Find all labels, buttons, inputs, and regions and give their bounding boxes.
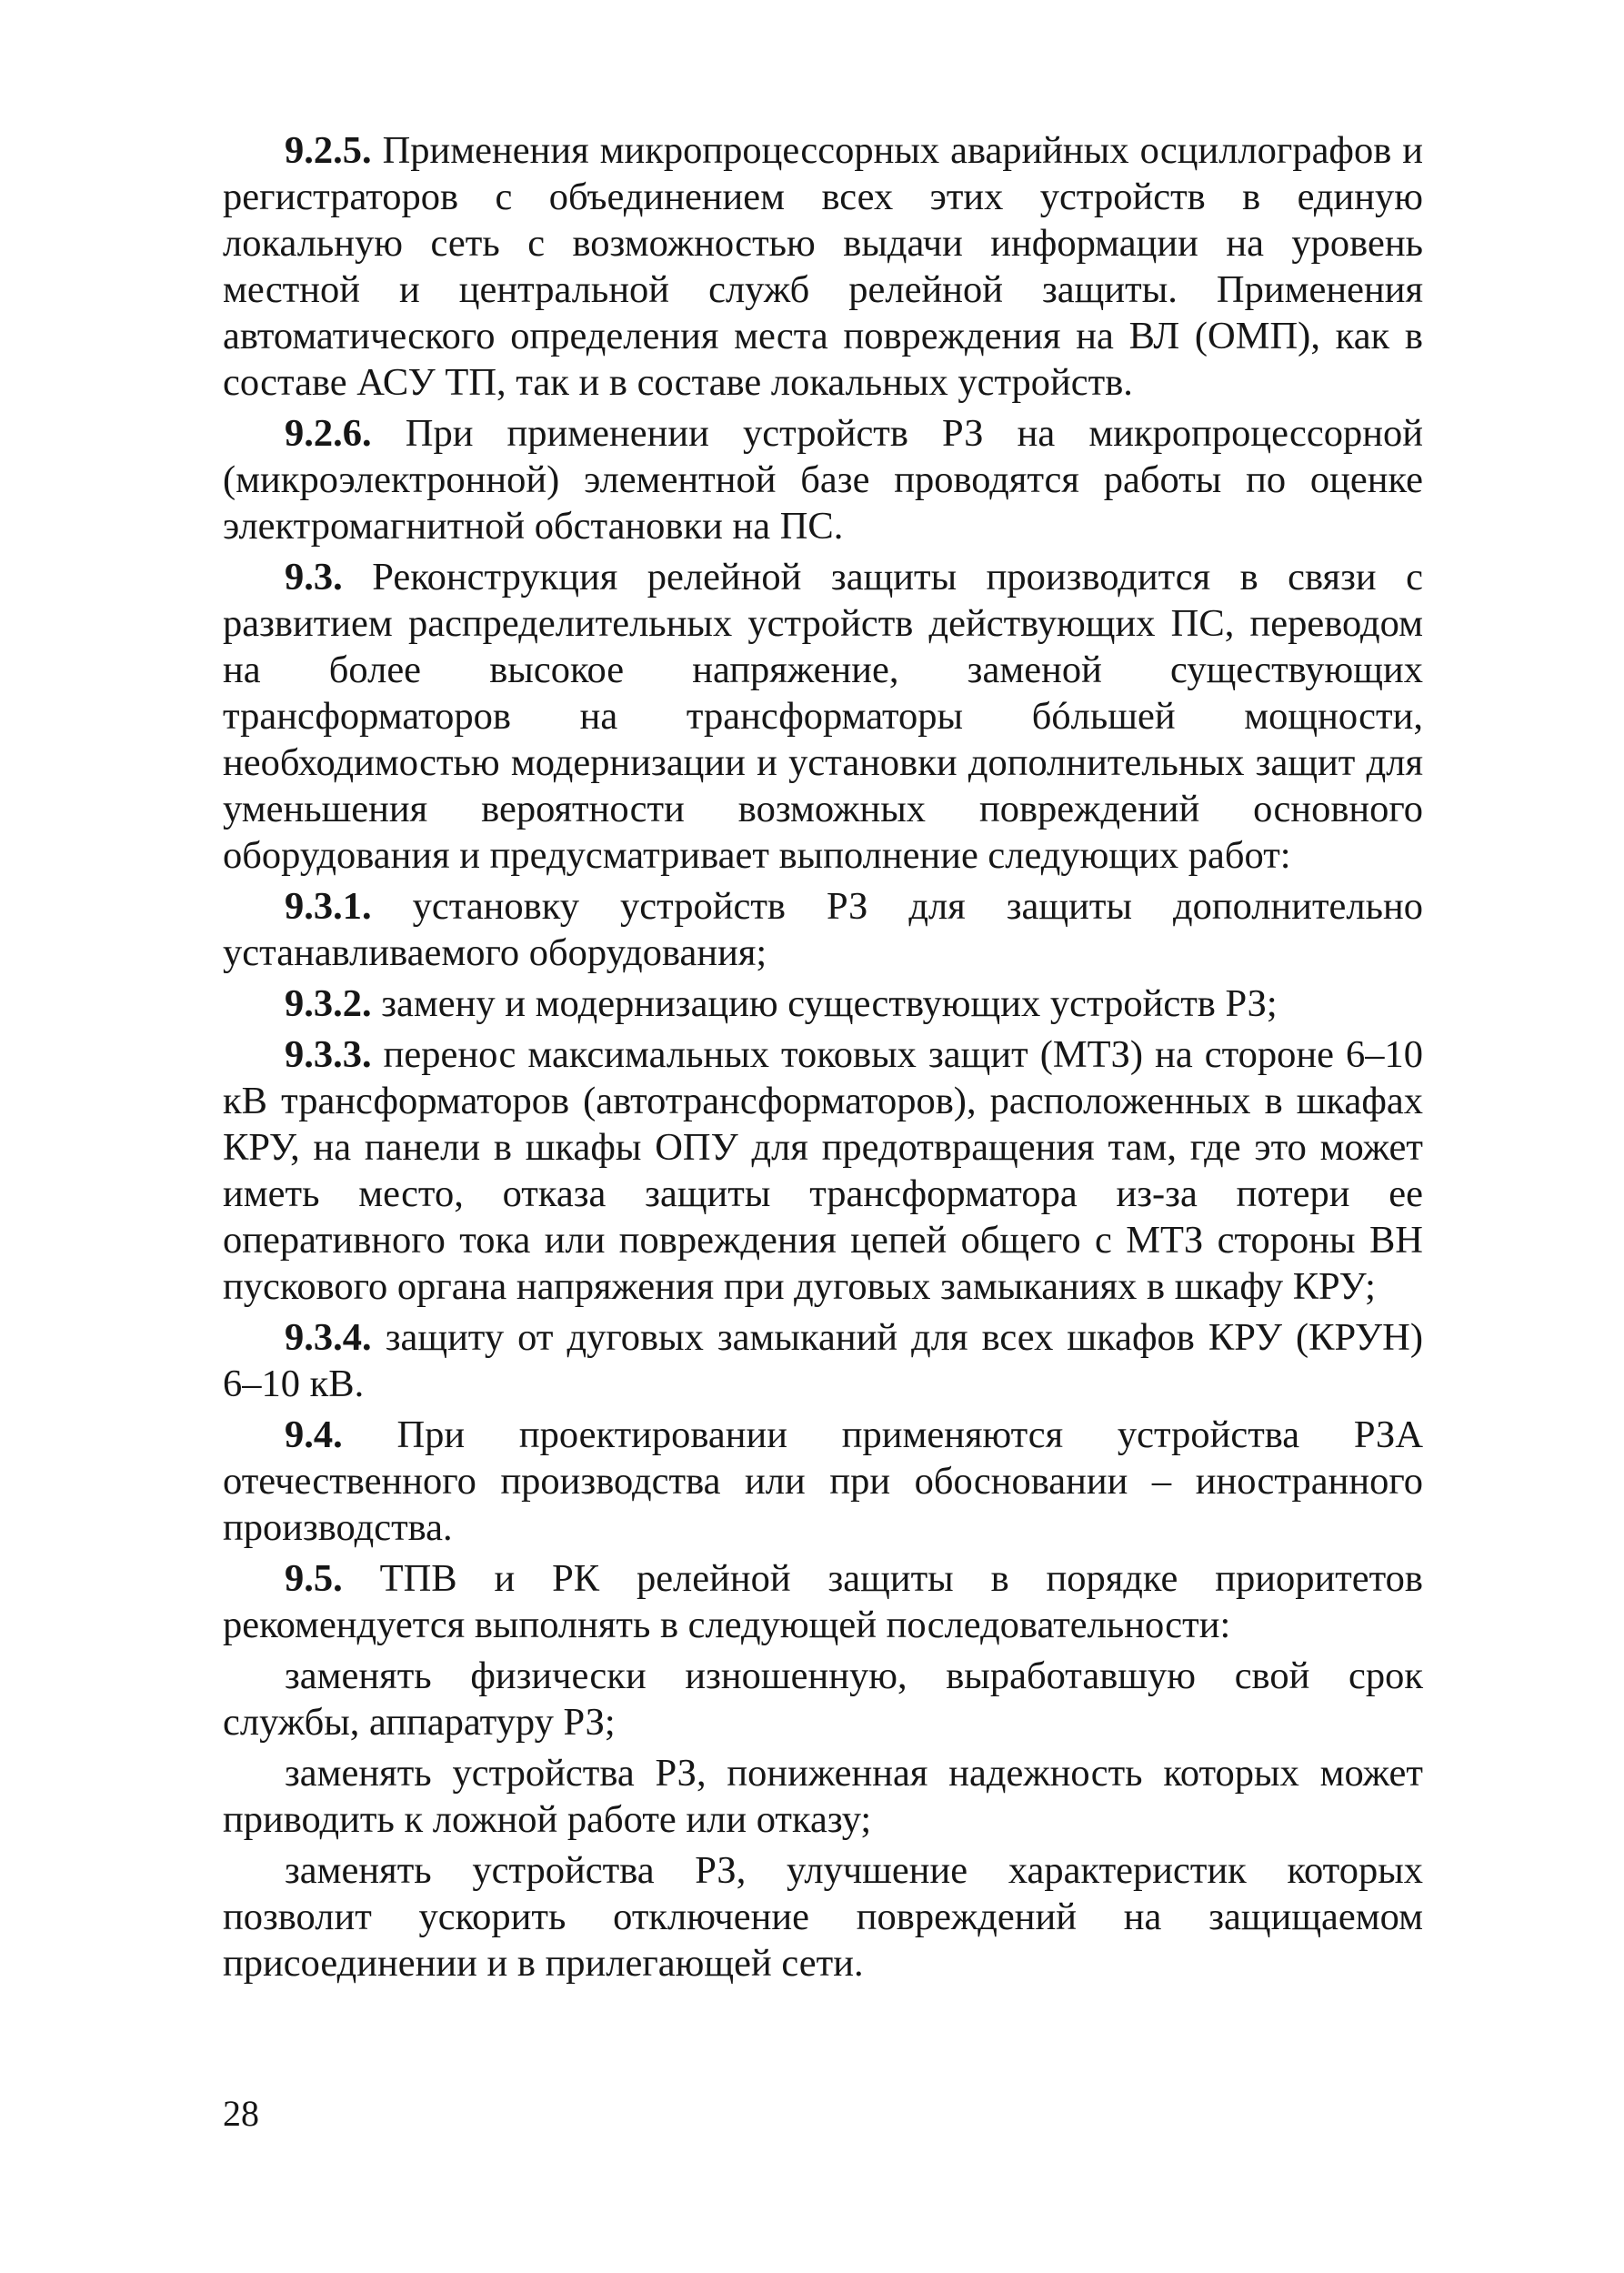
paragraph-number: 9.3.4.	[285, 1316, 372, 1359]
paragraph-text: заменять устройства РЗ, пониженная надежность которых может приводить к ложной работе или отказу;	[223, 1752, 1423, 1841]
paragraph-number: 9.4.	[285, 1413, 343, 1456]
paragraph-text: Реконструкция релейной защиты производится в связи с развитием распределительных устройств действующих ПС, переводом на более высокое напряжение, заменой существующих трансформаторов на трансформаторы бóльшей мощности, необходимостью модернизации и установки дополнительных защит для уменьшения вероятности возможных повреждений основного оборудования и предусматривает выполнение следующих работ:	[223, 556, 1423, 877]
paragraph-text: При применении устройств РЗ на микропроцессорной (микроэлектронной) элементной базе проводятся работы по оценке электромагнитной обстановки на ПС.	[223, 412, 1424, 548]
paragraph-9-5	[223, 1555, 1423, 1648]
paragraph-number: 9.3.1.	[285, 885, 372, 928]
paragraph-9-2-6	[223, 410, 1423, 549]
paragraph-text: заменять физически изношенную, выработавшую свой срок службы, аппаратуру РЗ;	[223, 1654, 1423, 1744]
paragraph-number: 9.3.3.	[285, 1033, 372, 1076]
paragraph-9-3-3	[223, 1031, 1423, 1310]
paragraph-9-3-1	[223, 883, 1423, 976]
paragraph-number: 9.2.6.	[285, 412, 372, 455]
page-number: 28	[223, 2093, 259, 2134]
paragraph-text: заменять устройства РЗ, улучшение характеристик которых позволит ускорить отключение повреждений на защищаемом присоединении и в прилегающей сети.	[223, 1849, 1423, 1985]
paragraph-9-4	[223, 1412, 1423, 1551]
page-content	[223, 127, 1423, 1991]
list-item-replace-improve	[223, 1847, 1423, 1986]
paragraph-text: перенос максимальных токовых защит (МТЗ) на стороне 6–10 кВ трансформаторов (автотрансформаторов), расположенных в шкафах КРУ, на панели в шкафы ОПУ для предотвращения там, где это может иметь место, отказа защиты трансформатора из-за потери ее оперативного тока или повреждения цепей общего с МТЗ стороны ВН пускового органа напряжения при дуговых замыканиях в шкафу КРУ;	[223, 1033, 1423, 1308]
paragraph-text: Применения микропроцессорных аварийных осциллографов и регистраторов с объединением всех этих устройств в единую локальную сеть с возможностью выдачи информации на уровень местной и центральной служб релейной защиты. Применения автоматического определения места повреждения на ВЛ (ОМП), как в составе АСУ ТП, так и в составе локальных устройств.	[223, 129, 1423, 404]
list-item-replace-unreliable	[223, 1750, 1423, 1843]
paragraph-text: При проектировании применяются устройства РЗА отечественного производства или при обосновании – иностранного производства.	[223, 1413, 1424, 1549]
paragraph-text: замену и модернизацию существующих устройств РЗ;	[381, 982, 1278, 1025]
list-item-replace-worn	[223, 1653, 1423, 1745]
paragraph-9-2-5	[223, 127, 1423, 406]
paragraph-9-3-4	[223, 1314, 1423, 1407]
paragraph-number: 9.3.2.	[285, 982, 372, 1025]
paragraph-number: 9.3.	[285, 556, 343, 598]
paragraph-number: 9.5.	[285, 1557, 343, 1600]
paragraph-text: ТПВ и РК релейной защиты в порядке приоритетов рекомендуется выполнять в следующей последовательности:	[223, 1557, 1423, 1646]
paragraph-text: защиту от дуговых замыканий для всех шкафов КРУ (КРУН) 6–10 кВ.	[223, 1316, 1423, 1405]
paragraph-text: установку устройств РЗ для защиты дополнительно устанавливаемого оборудования;	[223, 885, 1424, 974]
paragraph-number: 9.2.5.	[285, 129, 372, 172]
paragraph-9-3	[223, 554, 1423, 879]
paragraph-9-3-2	[223, 981, 1423, 1027]
